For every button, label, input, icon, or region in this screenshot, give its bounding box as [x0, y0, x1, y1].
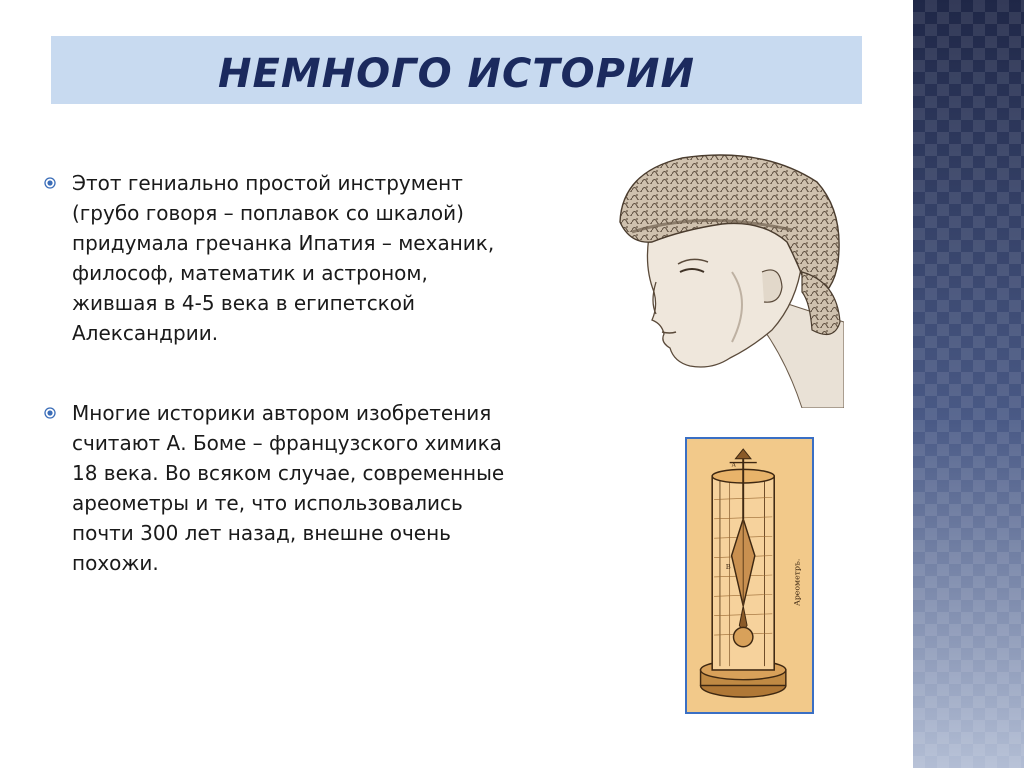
svg-text:B: B	[725, 563, 731, 572]
hydrometer-engraving-image	[685, 437, 814, 714]
title-band	[51, 36, 862, 104]
svg-text:A: A	[731, 462, 736, 469]
bullet-text: Многие историки автором изобретения считают А. Боме – французского химика 18 века. Во всяком случае, современные ареометры и те, что использовались почти 300 лет назад, внешне очень похожи.	[72, 401, 505, 575]
slide-title: НЕМНОГО ИСТОРИИ	[218, 51, 695, 97]
circle-bullet-icon	[44, 177, 56, 189]
bullet-item-1	[44, 168, 584, 348]
decorative-side-panel	[913, 0, 1024, 768]
circle-bullet-icon	[44, 407, 56, 419]
bullet-text: Этот гениально простой инструмент (грубо говоря – поплавок со шкалой) придумала гречанка Ипатия – механик, философ, математик и астроном, жившая в 4-5 века в египетской Александрии.	[72, 171, 495, 345]
bullet-item-2	[44, 398, 584, 578]
portrait-of-hypatia-image	[612, 152, 844, 408]
hydrometer-caption: Ареометръ.	[792, 558, 802, 607]
